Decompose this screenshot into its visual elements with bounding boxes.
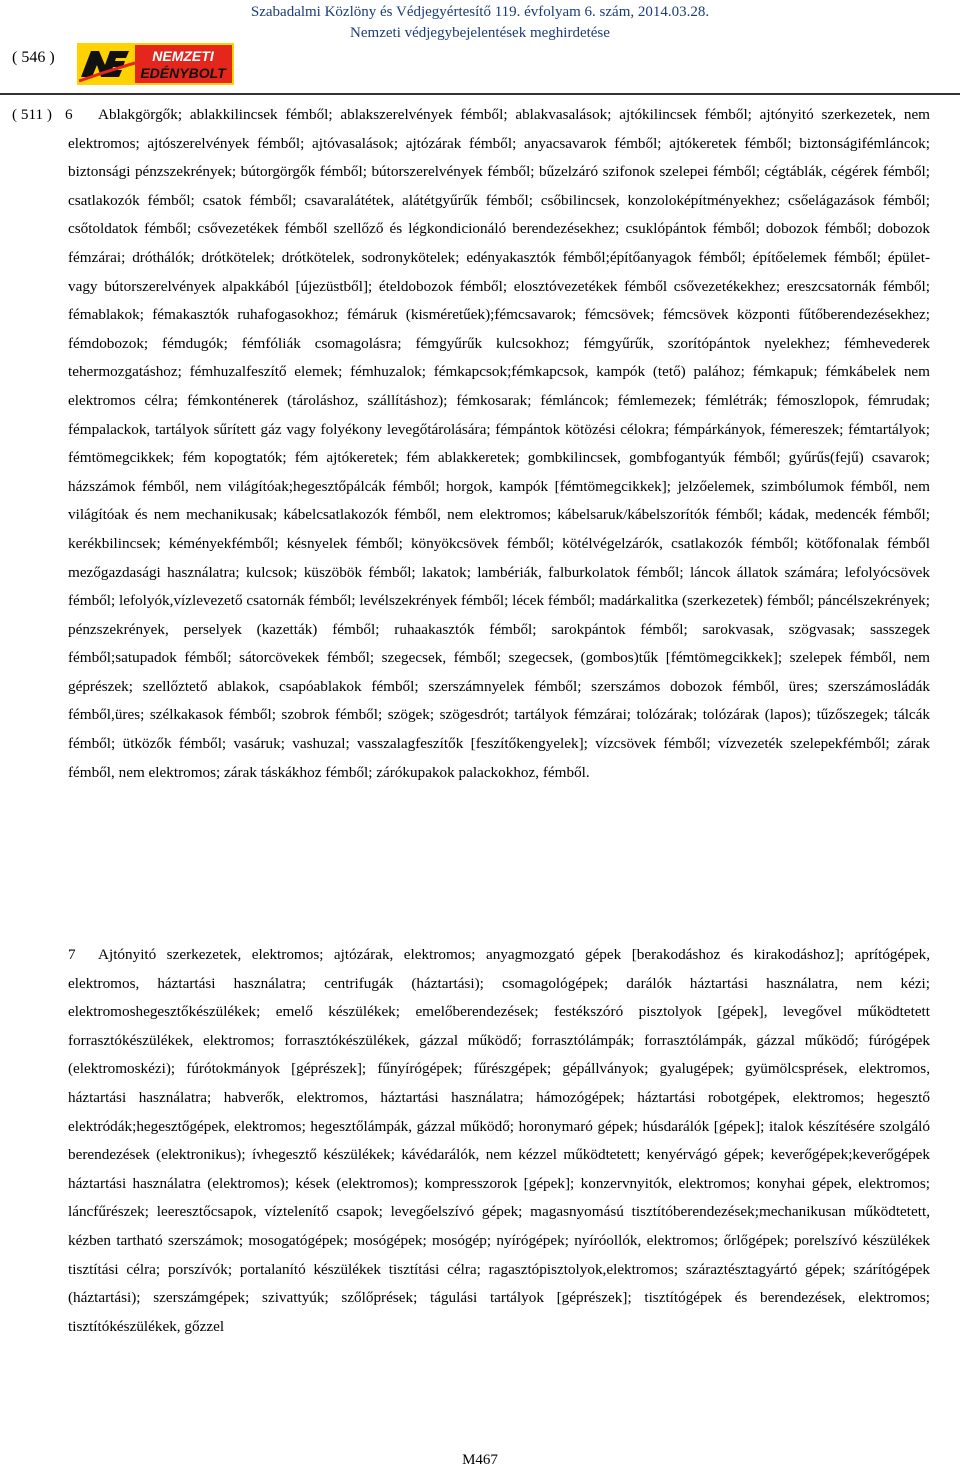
page-number: ( 546 ) — [12, 49, 55, 66]
class-number: 6 — [65, 106, 73, 123]
ne-logo-icon — [77, 43, 234, 85]
class-number: 7 — [68, 946, 76, 963]
class-text: Ajtónyitó szerkezetek, elektromos; ajtózárak, elektromos; anyagmozgató gépek [berakodáshoz és kirakodáshoz]; aprítógépek, elektromos, háztartási használatra; centrifugák (háztartási); csomagológépek; darálók háztartási használatra, nem kézi; elektromoshegesztőkészülékek; emelő készülékek; emelőberendezések; festékszóró pisztolyok [gépek], levegővel működtetett forrasztókészülékek, elektromos; forrasztókészülékek, gázzal működő; forrasztólámpák; forrasztólámpák, gázzal működő; fúrógépek (elektromoskézi); fúrótokmányok [géprészek]; fűnyírógépek; fűrészgépek; gépállványok; gyalugépek; gyümölcsprések, elektromos, háztartási használatra; habverők, elektromos, háztartási használatra; hámozógépek; háztartási robotgépek, elektromos; hegesztő elektródák;hegesztőgépek, elektromos; hegesztőlámpák, gázzal működő; horonymaró gépek; húsdarálók [gépek]; italok készítésére szolgáló berendezések (elektronikus); ívhegesztő készülékek; kávédarálók, nem kézzel működtetett; kenyérvágó gépek; keverőgépek;keverőgépek háztartási használatra (elektromos); kések (elektromos); kompresszorok [gépek]; konzervnyitók, elektromos; konyhai gépek, elektromos; láncfűrészek; leeresztőcsapok, víztelenítő csapok; levegőelszívó gépek; magasnyomású tisztítóberendezések;mechanikusan működtetett, kézben tartható szerszámok; mosogatógépek; mosógépek; mosógép; nyírógépek; nyíróollók, elektromos; őrlőgépek; porelszívó készülékek tisztítási célra; porszívók; portalanító készülékek tisztítási célra; ragasztópisztolyok,elektromos; száraztésztagyártó gépek; szárítógépek (háztartási); szerszámgépek; szivattyúk; szőlőprések; tágulási tartályok [géprészek]; tisztítógépek és berendezések, elektromos; tisztítókészülékek, gőzzel — [68, 946, 930, 1335]
footer-page-code: M467 — [462, 1452, 498, 1468]
class-text: Ablakgörgők; ablakkilincsek fémből; ablakszerelvények fémből; ablakvasalások; ajtókilincsek fémből; ajtónyitó szerkezetek, nem elektromos; ajtószerelvények fémből; ajtóvasalások; ajtózárak fémből; anyacsavarok fémből; ajtókeretek fémből; biztonságifémláncok; biztonsági pénzszekrények; bútorgörgők fémből; bútorszerelvények fémből; bűzelzáró szifonok szelepei fémből; cégtáblák, cégérek fémből; csatlakozók fémből; csatok fémből; csavaralátétek, alátétgyűrűk fémből; csőbilincsek, konzoloképítményekhez; csőelágazások fémből; csőtoldatok fémből; csővezetékek fémből szellőző és légkondicionáló berendezésekhez; csuklópántok fémből; dobozok fémből; dobozok fémzárai; dróthálók; drótkötelek; drótkötelek, sodronykötelek; edényakasztók fémből;építőanyagok fémből; építőelemek fémből; épület- vagy bútorszerelvények alpakkából [újezüstből]; ételdobozok fémből; elosztóvezetékek fémből csővezetékekhez; ereszcsatornák fémből; fémablakok; fémakasztók ruhafogasokhoz; fémáruk (kisméretűek);fémcsavarok; fémcsövek; fémcsövek központi fűtőberendezésekhez; fémdobozok; fémdugók; fémfóliák csomagolásra; fémgyűrűk kulcsokhoz; fémgyűrűk, szorítópántok nyelekhez; fémhevederek tehermozgatáshoz; fémhuzalfeszítő elemek; fémhuzalok; fémkapcsok;fémkapcsok, kampók (tető) palához; fémkapuk; fémkábelek nem elektromos célra; fémkonténerek (tároláshoz, szállításhoz); fémkosarak; fémláncok; fémlemezek; fémlétrák; fémoszlopok, fémrudak; fémpalackok, tartályok sűrített gáz vagy folyékony levegőtárolására; fémpántok kötözési célokra; fémpárkányok, fémereszek; fémtartályok; fémtömegcikkek; fém kopogtatók; fém ajtókeretek; fém ablakkeretek; gombkilincsek, gombfogantyúk fémből; gyűrűs(fejű) csavarok; házszámok fémből, nem világítóak;hegesztőpálcák fémből; horgok, kampók [fémtömegcikkek]; jelzőelemek, szimbólumok fémből, nem világítóak és nem mechanikusak; kábelcsatlakozók fémből, nem elektromos; kábelsaruk/kábelszorítók fémből; kádak, medencék fémből; kerékbilincsek; kéményekfémből; késnyelek fémből; könyökcsövek fémből; kötélvégelzárók, csatlakozók fémből; kötőfonalak fémből mezőgazdasági használatra; kulcsok; küszöbök fémből; lakatok; lambériák, falburkolatok fémből; láncok állatok számára; lefolyócsövek fémből; lefolyók,vízlevezető csatornák fémből; levélszekrények fémből; lécek fémből; madárkalitka (szerkezetek) fémből; páncélszekrények; pénzszekrények, perselyek (kazetták) fémből; ruhaakasztók fémből; sarokpántok fémből; sarokvasak, szögvasak; sasszegek fémből;satupadok fémből; sátorcövekek fémből; szegecsek, fémből; szegecsek, (gombos)tűk [fémtömegcikkek]; szelepek fémből, nem géprészek; szellőztető ablakok, csapóablakok fémből; szerszámnyelek fémből; szerszámos dobozok fémből, üres; szerszámosládák fémből,üres; szélkakasok fémből; szobrok fémből; szögek; szögesdrót; tartályok fémzárai; tolózárak; tolózárak (lapos); tűzőszegek; tálcák fémből; ütközők fémből; vasáruk; vashuzal; vasszalagfeszítők [feszítőkengyelek]; vízcsövek fémből; vízvezeték szelepekfémből; zárak fémből, nem elektromos; zárak táskákhoz fémből; zárókupakok palackokhoz, fémből. — [68, 106, 930, 781]
code-511: ( 511 ) — [12, 106, 52, 123]
header-divider — [0, 93, 960, 95]
logo-line1: NEMZETI — [152, 48, 214, 64]
class-6-entry — [65, 101, 930, 787]
running-header — [200, 2, 760, 44]
class-7-entry — [68, 941, 930, 1341]
logo-line2: EDÉNYBOLT — [140, 65, 226, 81]
publication-title: Szabadalmi Közlöny és Védjegyértesítő 119. évfolyam 6. szám, 2014.03.28. — [250, 4, 710, 20]
section-title: Nemzeti védjegybejelentések meghirdetése — [350, 25, 610, 41]
